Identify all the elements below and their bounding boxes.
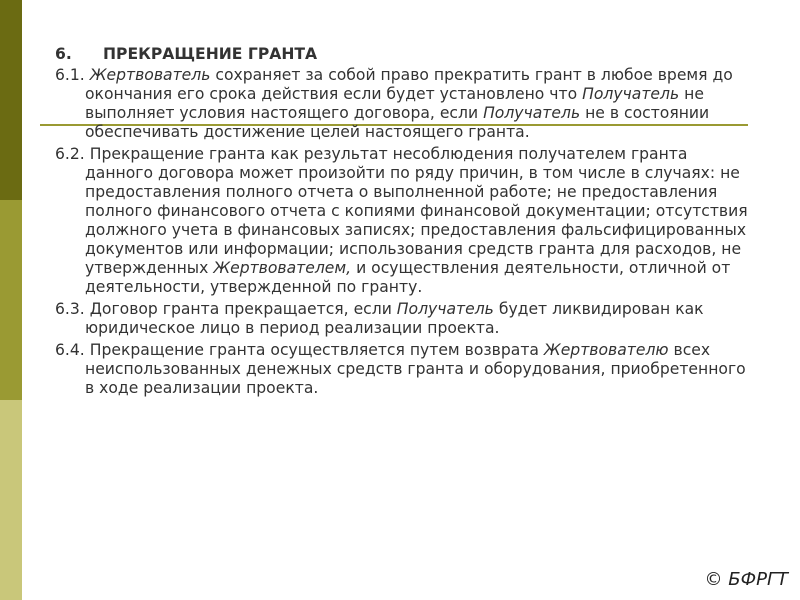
paragraph-item	[55, 300, 755, 338]
emphasized-term: Получатель	[483, 104, 581, 122]
section-title: ПРЕКРАЩЕНИЕ ГРАНТА	[103, 45, 318, 63]
side-band-mid	[0, 200, 22, 400]
paragraph-number: 6.4.	[55, 341, 85, 359]
section-number: 6.	[55, 45, 72, 63]
copyright-label: © БФРГТ	[704, 569, 788, 590]
paragraph-number: 6.1.	[55, 66, 85, 84]
emphasized-term: Получатель	[582, 85, 680, 103]
side-band-light	[0, 400, 22, 600]
paragraph-item	[55, 145, 755, 297]
emphasized-term: Жертвователь	[89, 66, 211, 84]
slide-content	[55, 45, 755, 401]
section-heading	[55, 45, 755, 64]
paragraph-text: будет ликвидирован как юридическое лицо в период реализации проекта.	[85, 300, 704, 337]
side-band-dark	[0, 0, 22, 200]
paragraph-number: 6.3.	[55, 300, 85, 318]
paragraph-text: сохраняет за собой право прекратить грант в любое время до окончания его срока действия если будет установлено что	[85, 66, 733, 103]
paragraph-number: 6.2.	[55, 145, 85, 163]
paragraph-item	[55, 341, 755, 398]
paragraph-text: Прекращение гранта как результат несоблюдения получателем гранта данного договора может произойти по ряду причин, в том числе в случаях: не предоставления полного отчета о выполненной работе; не предоставления полного финансового отчета с копиями финансовой документации; отсутствия должного учета в финансовых записях; предоставления фальсифицированных документов или информации; использования средств гранта для расходов, не утвержденных	[85, 145, 748, 277]
paragraph-text: Прекращение гранта осуществляется путем возврата	[89, 341, 544, 359]
emphasized-term: Жертвователем,	[213, 259, 352, 277]
paragraph-text: Договор гранта прекращается, если	[89, 300, 397, 318]
paragraph-text: не выполняет условия настоящего договора, если	[85, 85, 704, 122]
paragraph-text: и осуществления деятельности, отличной от деятельности, утвержденной по гранту.	[85, 259, 731, 296]
emphasized-term: Получатель	[396, 300, 494, 318]
paragraph-item	[55, 66, 755, 142]
paragraph-text: всех неиспользованных денежных средств гранта и оборудования, приобретенного в ходе реализации проекта.	[85, 341, 746, 397]
paragraph-text: не в состоянии обеспечивать достижение целей настоящего гранта.	[85, 104, 710, 141]
emphasized-term: Жертвователю	[543, 341, 669, 359]
paragraph-list	[55, 66, 755, 398]
